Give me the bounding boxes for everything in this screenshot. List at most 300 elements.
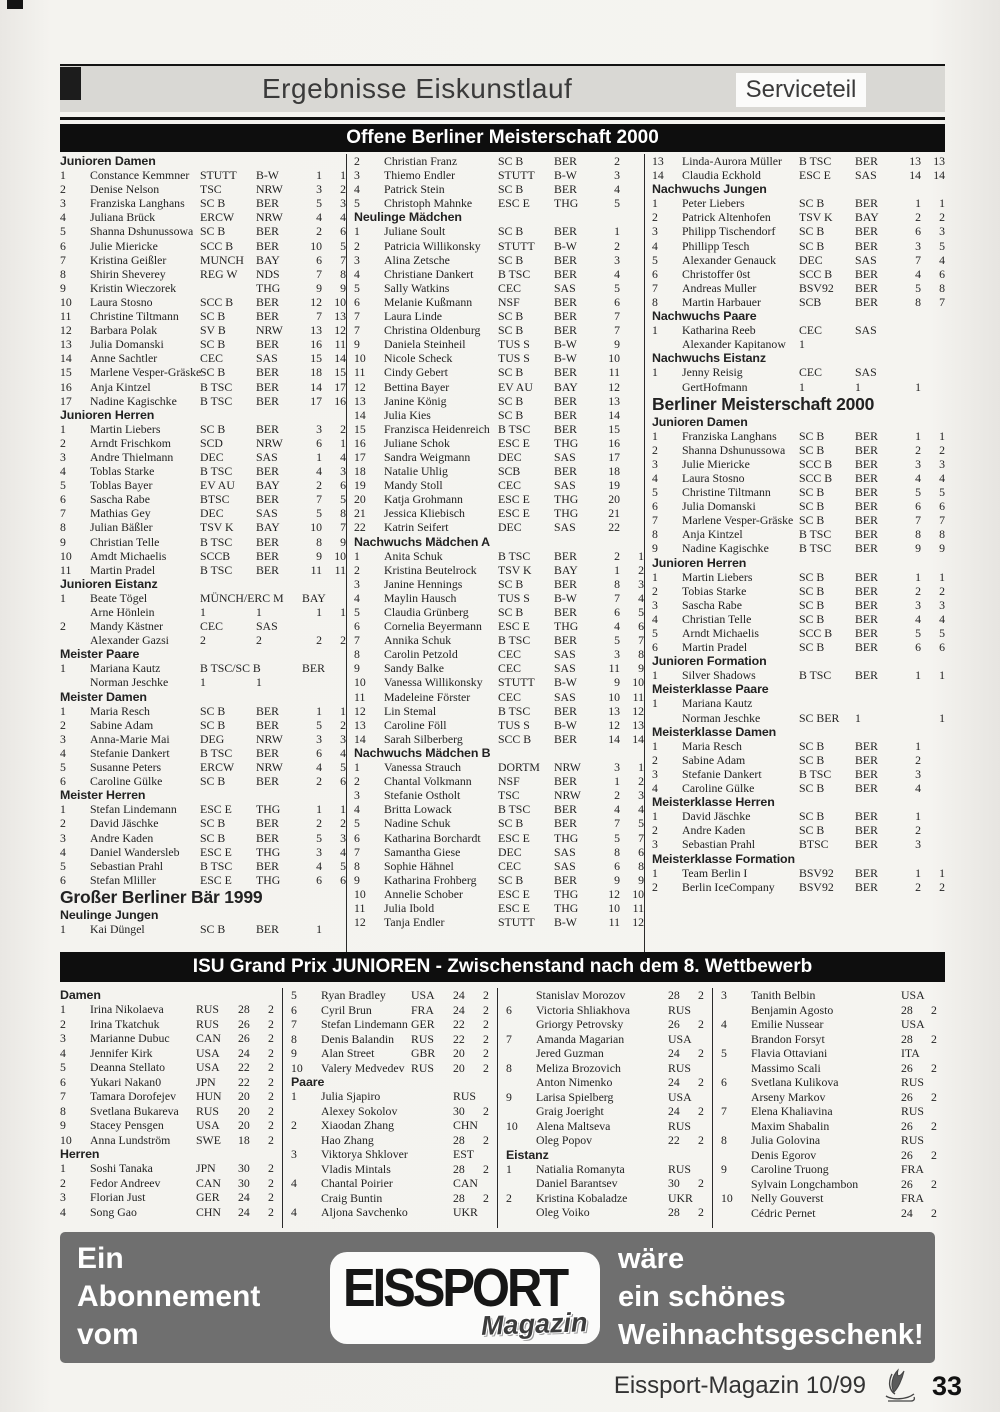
result-row [652, 239, 945, 253]
cell-rank: 2 [354, 238, 360, 253]
cell-rank: 6 [652, 499, 658, 514]
cell-n1: 18 [608, 464, 620, 479]
cell-n1: 13 [310, 323, 322, 338]
result-row [506, 1119, 712, 1134]
cell-nat [877, 1017, 901, 1032]
cell-region: BER [554, 703, 577, 718]
cell-n1: 13 [608, 703, 620, 718]
cell-club: REG W [200, 266, 238, 281]
cell-region: BER [256, 294, 279, 309]
cell-club: EV AU [498, 379, 533, 394]
cell-n2: 6 [340, 478, 346, 493]
cell-rank: 5 [652, 485, 658, 500]
cell-n2 [921, 337, 945, 351]
cell-name: Katharina Reeb [682, 323, 756, 338]
cell-n1: 8 [915, 527, 921, 542]
cell-nat [411, 1205, 453, 1220]
cell-rank [721, 1206, 751, 1221]
cell-n1: 16 [310, 337, 322, 352]
cell-name: Julie Miericke [682, 456, 750, 471]
result-row [60, 1017, 282, 1032]
cell-rank: 4 [354, 590, 360, 605]
cell-club: SC B [799, 238, 825, 253]
cell-club: SC B [200, 774, 226, 789]
cell-pts: 24 [901, 1205, 913, 1220]
cell-rank: 5 [60, 224, 66, 239]
cell-region: SAS [554, 647, 576, 662]
cell-club: DEC [498, 520, 522, 535]
cell-name: Denis Balandin [321, 1031, 395, 1046]
cell-region: BER [554, 633, 577, 648]
cell-n1: 10 [310, 520, 322, 535]
cell-n2: 6 [340, 224, 346, 239]
cell-n2: 4 [340, 745, 346, 760]
cell-n1: 3 [316, 731, 322, 746]
cell-n1: BER [302, 661, 325, 676]
cell-club: SC B [498, 252, 524, 267]
cell-n2: 4 [939, 470, 945, 485]
cell-rank: 8 [354, 647, 360, 662]
cell-rank: 6 [60, 872, 66, 887]
result-row [354, 478, 644, 492]
cell-rank: 3 [354, 252, 360, 267]
cell-club: SC B [799, 823, 825, 838]
cell-rank [506, 1205, 536, 1220]
cell-name: Kai Düngel [90, 921, 145, 936]
cell-pts: 20 [238, 1103, 250, 1118]
cell-n2: 1 [939, 196, 945, 211]
cell-rank: 5 [60, 1060, 66, 1075]
cell-name: Alexey Sokolov [321, 1103, 398, 1118]
cell-name: Maria Resch [682, 738, 742, 753]
cell-n2 [620, 492, 644, 506]
cell-region: THG [554, 900, 579, 915]
cell-club: SC B [200, 196, 226, 211]
cell-n2: 2 [939, 210, 945, 225]
cell-nat: JPN [196, 1161, 216, 1176]
cell-name: Irina Tkatchuk [90, 1016, 160, 1031]
cell-n1: 3 [614, 252, 620, 267]
cell-ev: 2 [483, 1161, 489, 1176]
cell-nat [644, 1176, 668, 1191]
cell-n1: 2 [915, 210, 921, 225]
cell-rank [721, 1148, 751, 1163]
cell-region: BER [855, 626, 878, 640]
cell-name: Samantha Giese [384, 844, 461, 859]
cell-n2: 11 [334, 562, 346, 577]
result-row [60, 563, 346, 577]
cell-rank: 4 [354, 182, 360, 197]
cell-rank: 7 [652, 280, 658, 295]
cell-rank: 10 [506, 1118, 518, 1133]
result-row [60, 295, 346, 309]
cell-rank: 2 [652, 210, 658, 225]
result-row [60, 224, 346, 238]
cell-region: BER [256, 238, 279, 253]
result-row [652, 471, 945, 485]
cell-nat [411, 1176, 453, 1191]
cell-pts: 20 [238, 1118, 250, 1133]
cell-name: Sarah Silberberg [384, 731, 463, 746]
cell-ev [483, 1176, 497, 1191]
cell-region: BER [554, 421, 577, 436]
cell-region: BAY [256, 478, 280, 493]
result-row [60, 1133, 282, 1148]
cell-club: SCD [200, 435, 223, 450]
cell-name: Toblas Starke [90, 464, 155, 479]
cell-name: Caroline Föll [384, 717, 447, 732]
cell-n2 [620, 408, 644, 422]
result-row [354, 549, 644, 563]
cell-region: BER [855, 154, 878, 168]
cell-n2: 8 [340, 506, 346, 521]
cell-n1: 6 [316, 872, 322, 887]
result-row [60, 816, 346, 830]
cell-region: BER [554, 266, 577, 281]
cell-name: Norman Jeschke [90, 675, 169, 690]
cell-region: BER [855, 766, 878, 781]
cell-name: Stefanie Dankert [90, 745, 170, 760]
cell-pts: 26 [901, 1060, 913, 1075]
cell-name: Benjamin Agosto [751, 1002, 834, 1017]
cell-rank: 6 [60, 492, 66, 507]
result-row [354, 633, 644, 647]
cell-n2: 11 [632, 689, 644, 704]
cell-pts: USA [668, 1031, 692, 1046]
isu-column-4 [712, 988, 945, 1228]
cell-club: BSV92 [799, 879, 834, 894]
cell-n1: 6 [614, 858, 620, 873]
cell-n1: 9 [316, 280, 322, 295]
cell-club [200, 281, 256, 295]
cell-name: Arndt Frischkom [90, 435, 171, 450]
result-row [652, 485, 945, 499]
cell-ev: 2 [698, 1075, 704, 1089]
cell-region: THG [554, 830, 579, 845]
cell-name: Sylvain Longchambon [751, 1176, 859, 1191]
cell-nat: SWE [196, 1132, 221, 1147]
cell-rank: 8 [60, 520, 66, 535]
result-row [291, 1118, 497, 1133]
cell-club: B TSC [200, 379, 233, 394]
result-row [652, 267, 945, 281]
cell-n1 [901, 711, 921, 725]
cell-name: Claudia Grünberg [384, 605, 469, 619]
result-row [652, 337, 945, 351]
result-row [354, 380, 644, 394]
cell-region: BER [554, 294, 577, 309]
cell-n1: 1 [316, 802, 322, 817]
cell-rank: 13 [354, 717, 366, 732]
cell-n2: 2 [340, 717, 346, 732]
cell-region: BER [256, 464, 279, 479]
cell-club: B TSC [200, 534, 233, 549]
result-row [652, 541, 945, 555]
cell-n2: 5 [638, 605, 644, 619]
cell-region: B-W [554, 238, 577, 253]
cell-region: B-W [554, 590, 577, 605]
cell-n2: 10 [632, 675, 644, 690]
result-row [506, 1104, 712, 1119]
cell-n1: 5 [316, 830, 322, 845]
cell-rank: 6 [652, 640, 658, 655]
result-row [506, 1090, 712, 1105]
cell-region: BER [855, 809, 878, 824]
result-row [652, 753, 945, 767]
cell-ev: 2 [268, 1074, 274, 1089]
cell-n2: 5 [340, 238, 346, 253]
result-row [721, 1133, 945, 1148]
cell-n2: 1 [939, 865, 945, 880]
serviceteil-badge: Serviceteil [736, 73, 866, 107]
result-row [60, 1060, 282, 1075]
result-row [354, 309, 644, 323]
result-row [60, 591, 346, 605]
cell-region: SAS [256, 351, 278, 366]
cell-rank: 3 [60, 1031, 66, 1046]
cell-name: Julia Kies [384, 407, 431, 422]
cell-ev: 2 [931, 1205, 937, 1220]
cell-name: Katja Grohmann [384, 492, 463, 507]
result-row [506, 1046, 712, 1061]
cell-region: BER [256, 921, 279, 936]
cell-club: ERCW [200, 760, 235, 775]
cell-region: BER [256, 492, 279, 507]
cell-name: Claudia Eckhold [682, 168, 761, 183]
cell-n2: 2 [638, 562, 644, 577]
cell-rank [721, 1032, 751, 1047]
cell-name: Julia Ibold [384, 900, 435, 915]
cell-club: TUS S [498, 351, 530, 366]
result-row [354, 464, 644, 478]
cell-rank: 8 [60, 266, 66, 281]
cell-n1: 4 [316, 858, 322, 873]
ad-line: Abonnement [77, 1280, 261, 1313]
cell-n2: 4 [939, 252, 945, 267]
isu-column-1 [60, 988, 282, 1228]
result-row [652, 570, 945, 584]
cell-rank: 13 [60, 337, 72, 352]
cell-n2 [620, 224, 644, 238]
cell-n1: 2 [316, 224, 322, 239]
cell-n1: 15 [310, 351, 322, 366]
cell-ev: 2 [483, 1132, 489, 1147]
cell-n2 [620, 351, 644, 365]
result-row [60, 1190, 282, 1205]
cell-name: Svetlana Kulikova [751, 1075, 839, 1089]
cell-name: Anna Lundström [90, 1132, 171, 1147]
result-row [291, 1147, 497, 1162]
cell-n1: 9 [614, 872, 620, 887]
cell-region: BER [554, 323, 577, 338]
result-row [60, 267, 346, 281]
cell-n1: 7 [316, 266, 322, 281]
result-row [60, 1046, 282, 1061]
cell-rank: 9 [721, 1162, 727, 1176]
cell-name: Vanessa Strauch [384, 760, 461, 775]
cell-n1: 7 [316, 309, 322, 324]
cell-club: SC B [200, 703, 226, 718]
cell-name: Martin Harbauer [682, 294, 761, 309]
cell-name: Juliane Soult [384, 224, 446, 239]
cell-club: SC B [799, 809, 825, 824]
category-header: Meisterklasse Damen [652, 724, 777, 739]
cell-name: Melanie Kußmann [384, 294, 473, 309]
cell-region: BER [855, 738, 878, 753]
result-row [60, 1089, 282, 1104]
cell-pts: 28 [453, 1132, 465, 1147]
cell-n1: 10 [310, 238, 322, 253]
cell-n2 [620, 506, 644, 520]
cell-n1: 5 [915, 280, 921, 295]
cell-pts: 20 [453, 1046, 465, 1060]
cell-name: Mandy Kästner [90, 619, 164, 634]
cell-club: B TSC [200, 464, 233, 479]
result-row [354, 182, 644, 196]
cell-rank: 4 [60, 210, 66, 225]
result-row [60, 873, 346, 887]
cell-rank: 8 [354, 858, 360, 873]
cell-club: TSC [498, 788, 520, 803]
cell-pts: RUS [901, 1075, 924, 1089]
cell-n1: 7 [915, 252, 921, 267]
result-row [60, 422, 346, 436]
cell-n2: 8 [638, 647, 644, 662]
cell-rank: 2 [60, 182, 66, 197]
cell-region: SAS [855, 168, 877, 183]
cell-ev [483, 1089, 497, 1104]
cell-name: Shanna Dshunussowa [682, 442, 786, 457]
cell-region: B-W [554, 168, 577, 183]
cell-region: BER [855, 294, 878, 309]
cell-rank [721, 1119, 751, 1134]
result-row [354, 915, 644, 929]
cell-n1: 4 [915, 266, 921, 281]
cell-nat [411, 1089, 453, 1104]
cell-club: SC B [799, 224, 825, 239]
cell-n1: 3 [915, 238, 921, 253]
cell-rank: 11 [354, 689, 366, 704]
cell-name: Andre Thielmann [90, 449, 174, 464]
cell-n2 [921, 323, 945, 337]
cell-club: STUTT [498, 675, 535, 690]
cell-pts: FRA [901, 1191, 924, 1205]
cell-pts: 26 [901, 1118, 913, 1133]
cell-n2: 10 [632, 886, 644, 901]
cell-rank [652, 380, 682, 394]
cell-club: STUTT [498, 238, 535, 253]
cell-ev: 2 [268, 1089, 274, 1104]
cell-club: SC B [498, 576, 524, 591]
cell-region: BAY [256, 520, 280, 535]
result-row [652, 711, 945, 725]
cell-rank: 11 [354, 365, 366, 380]
cell-name: Patricia Willikonsky [384, 238, 481, 253]
cell-club: SC B [799, 640, 825, 655]
cell-nat [877, 1191, 901, 1206]
cell-name: Martin Liebers [682, 569, 753, 584]
result-row [354, 605, 644, 619]
cell-region: THG [256, 844, 281, 859]
cell-n2 [620, 267, 644, 281]
cell-club: CEC [200, 351, 223, 366]
cell-rank: 6 [291, 1002, 297, 1017]
cell-region: BER [855, 879, 878, 894]
cell-n2: 14 [933, 168, 945, 183]
cell-club: MUNCH [200, 252, 244, 267]
result-row [652, 513, 945, 527]
result-row [652, 295, 945, 309]
cell-club: CEC [498, 478, 521, 493]
cell-n1: 12 [608, 379, 620, 394]
cell-n2 [620, 365, 644, 379]
cell-club: SC B [799, 597, 825, 612]
cell-n2: 3 [939, 224, 945, 239]
cell-rank [721, 1003, 751, 1018]
cell-n1 [901, 696, 921, 710]
cell-region: SAS [554, 689, 576, 704]
cell-n2 [620, 478, 644, 492]
cell-n2 [620, 450, 644, 464]
cell-name: Mathias Gey [90, 506, 151, 521]
result-row [652, 584, 945, 598]
cell-n2: 3 [939, 597, 945, 612]
cell-n2: 2 [340, 421, 346, 436]
result-row [652, 224, 945, 238]
cell-club: SCC B [799, 470, 833, 485]
cell-name: Arne Hönlein [90, 605, 155, 619]
cell-rank: 6 [60, 1074, 66, 1089]
cell-region: BER [855, 823, 878, 838]
result-row [354, 774, 644, 788]
cell-name: Craig Buntin [321, 1190, 383, 1205]
cell-club: SC BER [799, 710, 840, 725]
cell-nat [644, 1133, 668, 1148]
cell-rank: 2 [354, 562, 360, 577]
cell-region: BER [554, 393, 577, 408]
cell-name: Marlene Vesper-Gräske [682, 513, 794, 528]
result-row [652, 210, 945, 224]
result-row [721, 1032, 945, 1047]
cell-n1: 8 [915, 294, 921, 309]
cell-region: SAS [256, 619, 278, 634]
result-row [60, 704, 346, 718]
cell-club: MÜNCH/ERC M [200, 590, 284, 605]
cell-name: Christoffer 0st [682, 266, 751, 281]
cell-n2: 1 [939, 569, 945, 584]
cell-club: B TSC [498, 703, 531, 718]
cell-nat: USA [196, 1118, 220, 1133]
cell-rank: 10 [291, 1060, 303, 1075]
result-row [652, 154, 945, 168]
cell-name: Britta Lowack [384, 802, 452, 817]
cell-nat [877, 1046, 901, 1061]
cell-rank: 10 [354, 886, 366, 901]
result-row [60, 436, 346, 450]
result-row [60, 380, 346, 394]
cell-n1: 11 [608, 661, 620, 676]
cell-nat [877, 1148, 901, 1163]
cell-n2: 6 [638, 844, 644, 859]
result-row [652, 457, 945, 471]
cell-n1: 2 [316, 478, 322, 493]
page-number: 33 [931, 1370, 962, 1401]
cell-n1: 12 [608, 717, 620, 732]
cell-n2: 17 [334, 379, 346, 394]
cell-rank: 1 [652, 365, 658, 380]
cell-pts: FRA [901, 1162, 924, 1176]
result-row [652, 781, 945, 795]
